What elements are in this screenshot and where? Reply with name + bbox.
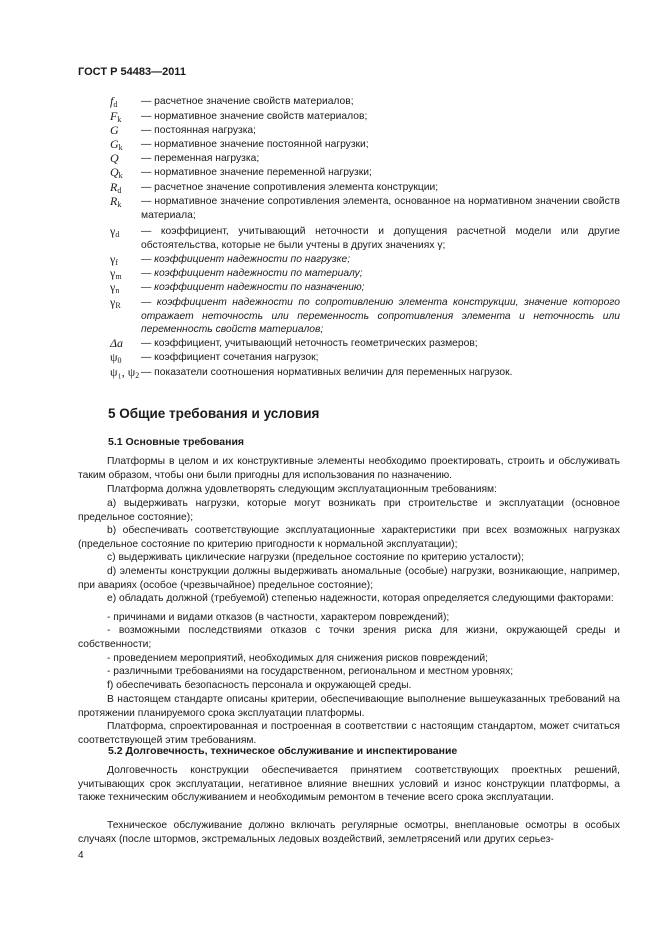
page-number: 4 [78,850,84,861]
symbol-description: — коэффициент, учитывающий неточность геометрических размеров; [141,338,478,349]
symbol-description: — нормативное значение свойств материалов; [141,111,368,122]
symbol-subscript: m [115,272,122,281]
paragraph: Платформы в целом и их конструктивные элементы необходимо проектировать, строить и обслуживать таким образом, чтобы они были пригодны для использования по назначению. [78,456,620,481]
symbol-subscript: k [117,200,122,209]
section-title: 5 Общие требования и условия [108,406,320,421]
symbol-description: — нормативное значение переменной нагрузки; [141,167,372,178]
paragraph: - возможными последствиями отказов с точки зрения риска для жизни, окружающей среды и собственности; [78,625,620,650]
symbol-description: — расчетное значение свойств материалов; [141,96,354,107]
paragraph: а) выдерживать нагрузки, которые могут возникать при строительстве и эксплуатации (основное предельное состояние); [78,498,620,523]
symbol-row [110,365,513,383]
symbol-row [110,295,620,337]
symbol-description: — коэффициент надежности по нагрузке; [141,254,351,265]
symbol-base: G [110,123,119,137]
symbol [110,337,141,351]
subsection-title-5-2: 5.2 Долговечность, техническое обслуживание и инспектирование [108,745,458,757]
paragraph: b) обеспечивать соответствующие эксплуатационные характеристики при всех возможных нагрузках (предельное состояние по критерию пригодности к нормальной эксплуатации); [78,525,620,550]
paragraph: е) обладать должной (требуемой) степенью надежности, которая определяется следующими факторами: [107,593,614,604]
symbol-base: γ [110,224,116,238]
symbol-base: γ [110,280,116,294]
symbol [110,225,141,252]
symbol-description: — коэффициент, учитывающий неточности и допущения расчетной модели или другие обстоятельства, которые не были учтены в других значениях γ; [141,226,620,251]
symbol-row [110,336,478,351]
symbol-base: ψ₁, ψ [110,365,136,379]
symbol [110,195,141,222]
paragraph: В настоящем стандарте описаны критерии, обеспечивающие выполнение вышеуказанных требований на протяжении планируемого срока эксплуатации платформы. [78,694,620,719]
paragraph: Техническое обслуживание должно включать регулярные осмотры, внеплановые осмотры в особых случаях (после штормов, экстремальных ледовых воздействий, землетрясений или других серьез- [78,820,620,845]
symbol [110,296,141,337]
symbol-base: F [110,109,118,123]
symbol-description: — коэффициент сочетания нагрузок; [141,352,319,363]
symbol-subscript: f [115,258,118,267]
symbol-subscript: 2 [135,371,140,380]
symbol-subscript: d [113,100,118,109]
symbol-subscript: d [115,230,120,239]
symbol-base: G [110,137,119,151]
paragraph: f) обеспечивать безопасность персонала и окружающей среды. [107,680,412,691]
symbol-subscript: R [115,301,121,310]
paragraph: с) выдерживать циклические нагрузки (предельное состояние по критерию усталости); [107,552,524,563]
symbol-row [110,152,310,166]
symbol-row [110,124,310,138]
symbol-description: — показатели соотношения нормативных величин для переменных нагрузок. [141,367,513,378]
symbol-base: Q [110,151,119,165]
symbol-description: — расчетное значение сопротивления элемента конструкции; [141,182,439,193]
subsection-title-5-1: 5.1 Основные требования [108,436,245,448]
symbol-base: f [110,94,114,108]
paragraph: Платформа, спроектированная и построенная в соответствии с настоящим стандартом, может считаться соответствующей этим требованиям. [78,721,620,746]
symbol-description: — нормативное значение постоянной нагрузки; [141,139,369,150]
symbol-description: — коэффициент надежности по материалу; [141,268,363,279]
symbol [110,366,141,383]
symbol-row [110,194,620,222]
symbol-base: Q [110,165,119,179]
symbol-base: γ [110,266,116,280]
symbol-description: — переменная нагрузка; [141,153,260,164]
symbol-base: R [110,194,118,208]
symbol [110,124,141,138]
symbol-subscript: k [118,143,123,152]
paragraph: - причинами и видами отказов (в частности, характером повреждений); [107,612,450,623]
symbol-subscript: k [118,171,123,180]
symbol [110,152,141,166]
symbol-base: R [110,180,118,194]
symbol-base: γ [110,295,116,309]
symbol-subscript: n [115,286,120,295]
symbol-base: Δa [110,336,124,350]
document-header: ГОСТ Р 54483—2011 [78,66,186,78]
paragraph: d) элементы конструкции должны выдерживать аномальные (особые) нагрузки, возникающие, например, при авариях (особое (чрезвычайное) предельное состояние); [78,566,620,591]
paragraph: - различными требованиями на государственном, региональном и местном уровнях; [107,666,514,677]
symbol-description: — постоянная нагрузка; [141,125,257,136]
paragraph: Долговечность конструкции обеспечивается принятием соответствующих проектных решений, учитывающих срок эксплуатации, негативное влияние внешних условий и износ конструкции платформы, а также техническим обслуживанием и необходимым ремонтом в течение всего срока эксплуатации. [78,765,620,804]
symbol-subscript: k [117,115,122,124]
paragraph: Платформа должна удовлетворять следующим эксплуатационным требованиям: [107,484,497,495]
symbol-base: γ [110,252,116,266]
symbol-subscript: 0 [117,356,122,365]
symbol-row [110,224,620,252]
paragraph: - проведением мероприятий, необходимых для снижения рисков повреждений; [107,653,488,664]
symbol-description: — коэффициент надежности по сопротивлению элемента конструкции, значение которого отражает неточность или переменность сопротивления элемента и неточность или переменность свойств материалов; [141,297,620,335]
symbol-description: — нормативное значение сопротивления элемента, основанное на нормативном значении свойств материала; [141,196,620,221]
symbol-subscript: d [117,186,122,195]
symbol-description: — коэффициент надежности по назначению; [141,282,365,293]
symbol-base: ψ [110,350,118,364]
